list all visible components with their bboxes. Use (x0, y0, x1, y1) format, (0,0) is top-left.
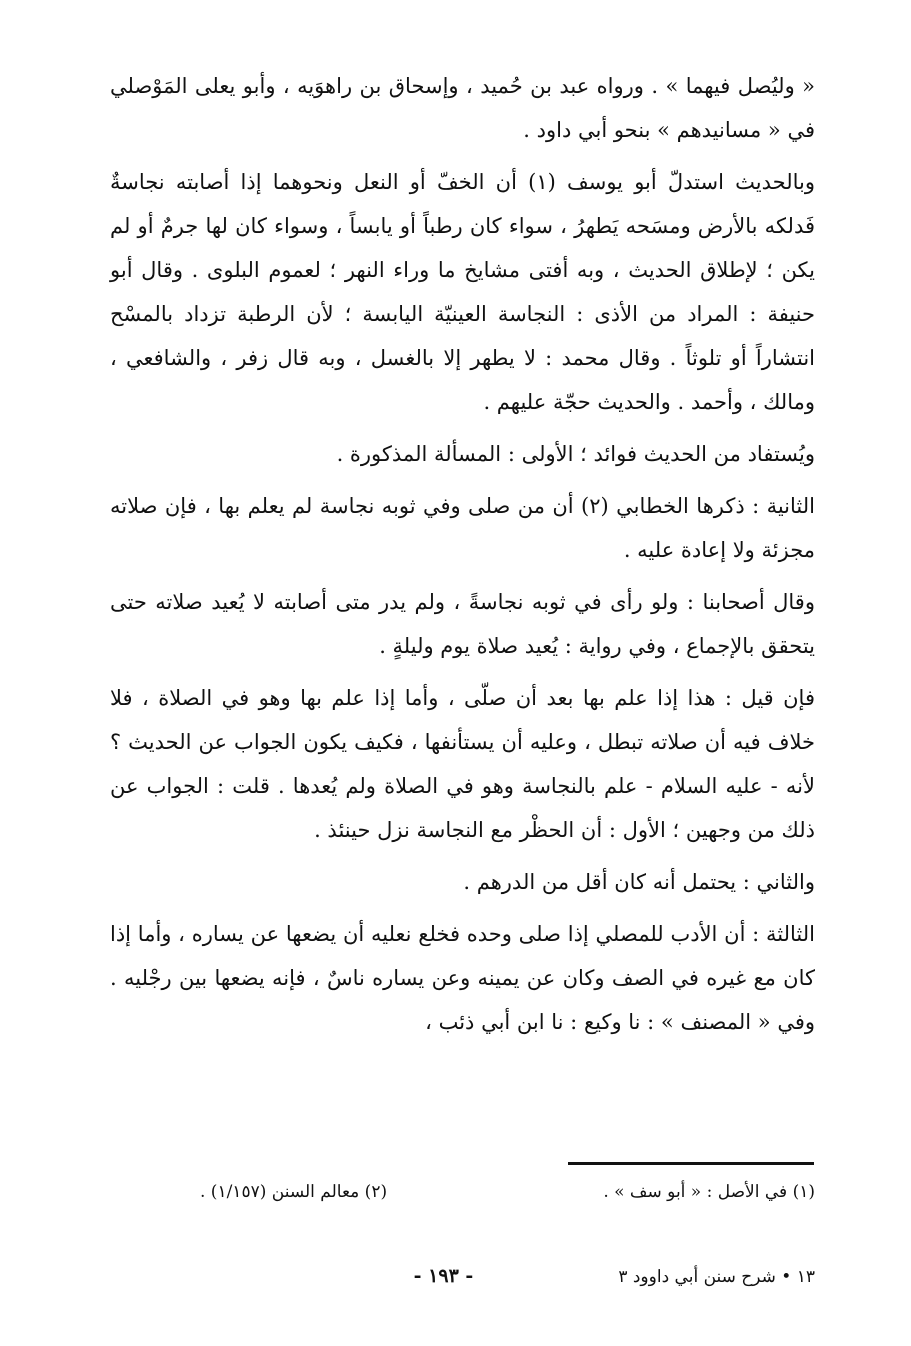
paragraph: الثالثة : أن الأدب للمصلي إذا صلى وحده فخلع نعليه أن يضعها عن يساره ، وأما إذا كان مع غيره في الصف وكان عن يمينه وعن يساره ناسٌ ، فإنه يضعها بين رجْليه . وفي « المصنف » : نا وكيع : نا ابن أبي ذئب ، (110, 922, 815, 1034)
main-text (110, 64, 815, 1052)
paragraph: الثانية : ذكرها الخطابي (٢) أن من صلى وفي ثوبه نجاسة لم يعلم بها ، فإن صلاته مجزئة ولا إعادة عليه . (110, 494, 815, 562)
running-head: ١٣ • شرح سنن أبي داوود ٣ (618, 1267, 815, 1287)
paragraph: والثاني : يحتمل أنه كان أقل من الدرهم . (463, 870, 815, 894)
footnote-divider (568, 1162, 814, 1165)
footnote-2: (٢) معالم السنن (١/١٥٧) . (200, 1182, 388, 1202)
paragraph: « وليُصل فيهما » . ورواه عبد بن حُميد ، وإسحاق بن راهوَيه ، وأبو يعلى المَوْصلي في « مسانيدهم » بنحو أبي داود . (110, 74, 815, 142)
page-number: - ١٩٣ - (413, 1265, 474, 1287)
paragraph: فإن قيل : هذا إذا علم بها بعد أن صلّى ، وأما إذا علم بها وهو في الصلاة ، فلا خلاف فيه أن صلاته تبطل ، وعليه أن يستأنفها ، فكيف يكون الجواب عن الحديث ؟ لأنه - عليه السلام - علم بالنجاسة وهو في الصلاة ولم يُعدها . قلت : الجواب عن ذلك من وجهين ؛ الأول : أن الحظْر مع النجاسة نزل حينئذ . (110, 686, 815, 842)
paragraph: وبالحديث استدلّ أبو يوسف (١) أن الخفّ أو النعل ونحوهما إذا أصابته نجاسةٌ فَدلكه بالأرض ومسَحه يَطهرُ ، سواء كان رطباً أو يابساً ، وسواء كان لها جرمٌ أو لم يكن ؛ لإطلاق الحديث ، وبه أفتى مشايخ ما وراء النهر ؛ لعموم البلوى . وقال أبو حنيفة : المراد من الأذى : النجاسة العينيّة اليابسة ؛ لأن الرطبة تزداد بالمسْح انتشاراً أو تلوثاً . وقال محمد : لا يطهر إلا بالغسل ، وبه قال زفر ، والشافعي ، ومالك ، وأحمد . والحديث حجّة عليهم . (110, 170, 816, 414)
paragraph: وقال أصحابنا : ولو رأى في ثوبه نجاسةً ، ولم يدر متى أصابته لا يُعيد صلاته حتى يتحقق بالإجماع ، وفي رواية : يُعيد صلاة يوم وليلةٍ . (110, 590, 815, 658)
footnotes (200, 1178, 815, 1206)
page-footer (400, 1262, 815, 1291)
footnote-1: (١) في الأصل : « أبو سف » . (603, 1182, 815, 1202)
paragraph: ويُستفاد من الحديث فوائد ؛ الأولى : المسألة المذكورة . (336, 442, 815, 466)
